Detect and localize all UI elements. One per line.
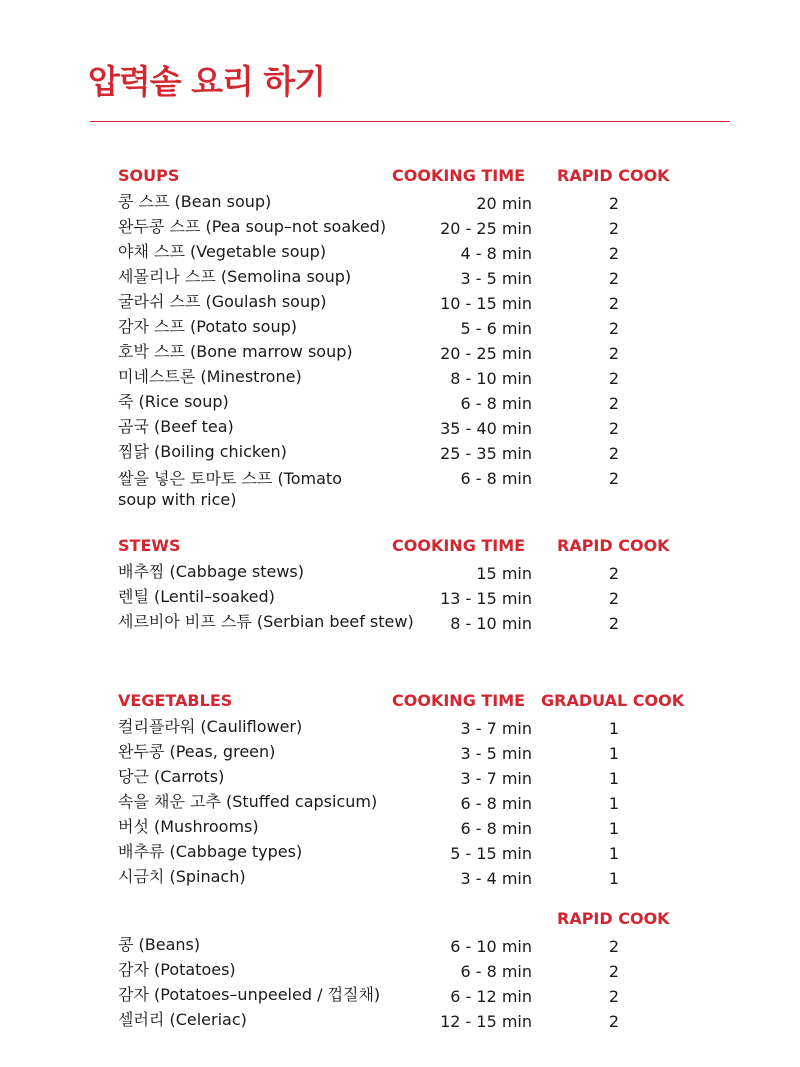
item-cook-level: 2 — [608, 564, 620, 583]
stews-section — [118, 536, 718, 636]
item-cooking-time: 6 - 8 min — [460, 794, 532, 813]
item-cook-level: 2 — [608, 962, 620, 981]
table-row — [118, 716, 718, 741]
item-name: 완두콩 스프 (Pea soup–not soaked) — [118, 217, 387, 236]
item-name: 세르비아 비프 스튜 (Serbian beef stew) — [118, 612, 414, 631]
item-name: 셀러리 (Celeriac) — [118, 1010, 247, 1029]
item-cooking-time: 20 - 25 min — [440, 219, 532, 238]
table-row — [118, 341, 718, 366]
table-row — [118, 1009, 718, 1034]
table-row — [118, 934, 718, 959]
cooking-time-header: COOKING TIME — [392, 166, 526, 185]
cook-mode-header: GRADUAL COOK — [541, 691, 685, 710]
item-cook-level: 2 — [608, 294, 620, 313]
table-row — [118, 416, 718, 441]
table-row — [118, 611, 718, 636]
item-cooking-time: 20 - 25 min — [440, 344, 532, 363]
item-name: 배추류 (Cabbage types) — [118, 842, 303, 861]
item-cook-level: 2 — [608, 394, 620, 413]
item-cook-level: 2 — [608, 444, 620, 463]
item-cook-level: 2 — [608, 1012, 620, 1031]
table-row — [118, 816, 718, 841]
table-row — [118, 561, 718, 586]
table-row — [118, 791, 718, 816]
item-cooking-time: 8 - 10 min — [450, 369, 532, 388]
table-row — [118, 291, 718, 316]
page-title: 압력솥 요리 하기 — [88, 62, 326, 101]
table-row — [118, 391, 718, 416]
item-cooking-time: 12 - 15 min — [440, 1012, 532, 1031]
item-cooking-time: 6 - 8 min — [460, 394, 532, 413]
item-name: 콩 스프 (Bean soup) — [118, 192, 272, 211]
item-cook-level: 2 — [608, 269, 620, 288]
table-row — [118, 766, 718, 791]
vegetables-rapid-section — [118, 909, 718, 1034]
item-name: 찜닭 (Boiling chicken) — [118, 442, 287, 461]
section-header — [118, 691, 718, 716]
item-cooking-time: 13 - 15 min — [440, 589, 532, 608]
item-cook-level: 2 — [608, 987, 620, 1006]
soups-section — [118, 166, 718, 512]
item-cooking-time: 6 - 10 min — [450, 937, 532, 956]
item-name: 속을 채운 고추 (Stuffed capsicum) — [118, 792, 378, 811]
item-cooking-time: 3 - 7 min — [460, 719, 532, 738]
item-cooking-time: 3 - 4 min — [460, 869, 532, 888]
title-divider — [90, 121, 730, 122]
item-cooking-time: 25 - 35 min — [440, 444, 532, 463]
item-cooking-time: 6 - 8 min — [460, 962, 532, 981]
item-cooking-time: 8 - 10 min — [450, 614, 532, 633]
table-row — [118, 466, 718, 512]
item-cooking-time: 4 - 8 min — [460, 244, 532, 263]
item-name: 콩 (Beans) — [118, 935, 201, 954]
section-title: VEGETABLES — [118, 691, 233, 710]
section-title: SOUPS — [118, 166, 180, 185]
item-cook-level: 2 — [608, 244, 620, 263]
item-name: 쌀을 넣은 토마토 스프 (Tomato soup with rice) — [118, 469, 342, 509]
table-row — [118, 216, 718, 241]
section-title: STEWS — [118, 536, 181, 555]
cook-mode-header: RAPID COOK — [557, 909, 670, 928]
table-row — [118, 366, 718, 391]
item-cook-level: 2 — [608, 219, 620, 238]
table-row — [118, 984, 718, 1009]
item-cooking-time: 5 - 6 min — [460, 319, 532, 338]
item-name: 버섯 (Mushrooms) — [118, 817, 259, 836]
table-row — [118, 866, 718, 891]
item-cook-level: 2 — [608, 194, 620, 213]
section-header — [118, 166, 718, 191]
item-name: 렌틸 (Lentil–soaked) — [118, 587, 275, 606]
item-cooking-time: 6 - 8 min — [460, 819, 532, 838]
item-cook-level: 2 — [608, 937, 620, 956]
item-name: 죽 (Rice soup) — [118, 392, 229, 411]
item-cook-level: 1 — [608, 844, 620, 863]
cooking-time-header: COOKING TIME — [392, 536, 526, 555]
section-header — [118, 536, 718, 561]
item-cook-level: 2 — [608, 614, 620, 633]
item-name: 시금치 (Spinach) — [118, 867, 246, 886]
item-cook-level: 1 — [608, 869, 620, 888]
item-name: 굴라쉬 스프 (Goulash soup) — [118, 292, 327, 311]
item-cook-level: 2 — [608, 589, 620, 608]
table-row — [118, 741, 718, 766]
item-name: 세몰리나 스프 (Semolina soup) — [118, 267, 352, 286]
item-cooking-time: 5 - 15 min — [450, 844, 532, 863]
item-cooking-time: 6 - 8 min — [460, 469, 532, 488]
item-cook-level: 2 — [608, 369, 620, 388]
item-cook-level: 1 — [608, 769, 620, 788]
cook-mode-header: RAPID COOK — [557, 536, 670, 555]
item-name: 컬리플라워 (Cauliflower) — [118, 717, 303, 736]
item-name: 감자 스프 (Potato soup) — [118, 317, 297, 336]
vegetables-section — [118, 691, 718, 891]
table-row — [118, 316, 718, 341]
table-row — [118, 191, 718, 216]
item-cooking-time: 35 - 40 min — [440, 419, 532, 438]
item-cooking-time: 3 - 5 min — [460, 744, 532, 763]
section-header — [118, 909, 718, 934]
table-row — [118, 841, 718, 866]
item-cook-level: 1 — [608, 719, 620, 738]
table-row — [118, 241, 718, 266]
item-name: 곰국 (Beef tea) — [118, 417, 234, 436]
item-cook-level: 2 — [608, 419, 620, 438]
item-name: 미네스트론 (Minestrone) — [118, 367, 302, 386]
table-row — [118, 586, 718, 611]
item-cook-level: 2 — [608, 319, 620, 338]
table-row — [118, 441, 718, 466]
item-cooking-time: 20 min — [476, 194, 532, 213]
item-name: 배추찜 (Cabbage stews) — [118, 562, 304, 581]
table-row — [118, 959, 718, 984]
item-name: 당근 (Carrots) — [118, 767, 225, 786]
table-row — [118, 266, 718, 291]
item-name: 야채 스프 (Vegetable soup) — [118, 242, 327, 261]
item-cooking-time: 3 - 5 min — [460, 269, 532, 288]
item-name: 감자 (Potatoes) — [118, 960, 236, 979]
item-cooking-time: 10 - 15 min — [440, 294, 532, 313]
item-name: 호박 스프 (Bone marrow soup) — [118, 342, 353, 361]
item-cooking-time: 6 - 12 min — [450, 987, 532, 1006]
item-cook-level: 2 — [608, 469, 620, 488]
item-cooking-time: 3 - 7 min — [460, 769, 532, 788]
item-cook-level: 2 — [608, 344, 620, 363]
item-name: 감자 (Potatoes–unpeeled / 껍질채) — [118, 985, 381, 1004]
item-cook-level: 1 — [608, 819, 620, 838]
item-cook-level: 1 — [608, 794, 620, 813]
cooking-time-header: COOKING TIME — [392, 691, 526, 710]
item-name: 완두콩 (Peas, green) — [118, 742, 276, 761]
item-cook-level: 1 — [608, 744, 620, 763]
item-cooking-time: 15 min — [476, 564, 532, 583]
cook-mode-header: RAPID COOK — [557, 166, 670, 185]
